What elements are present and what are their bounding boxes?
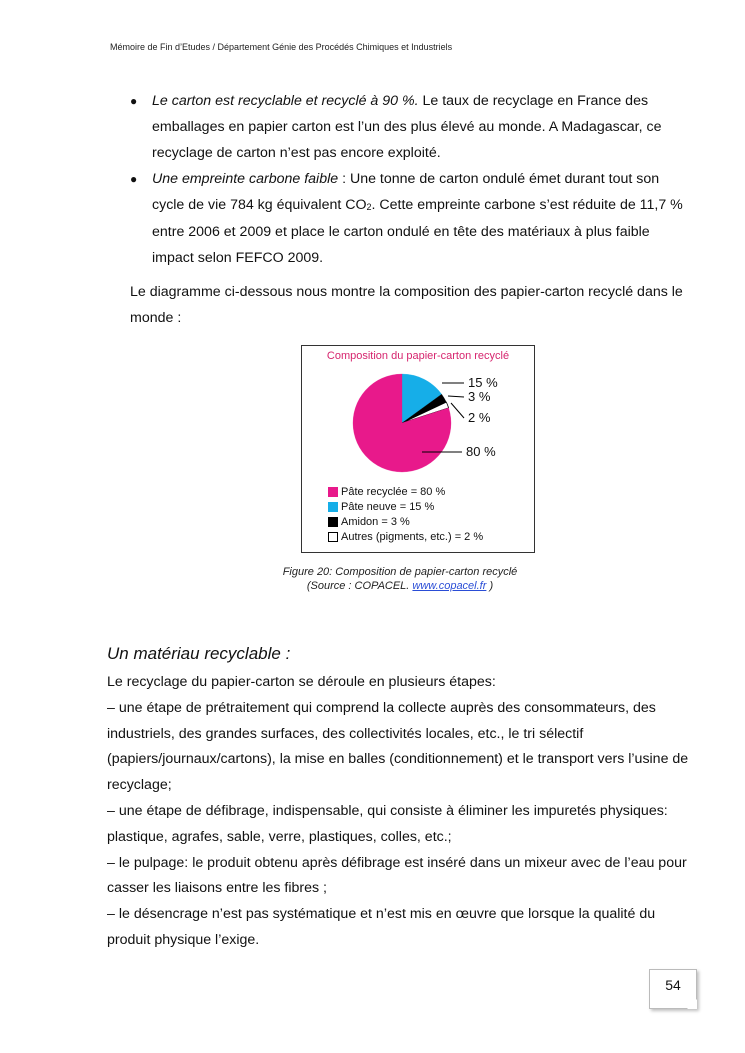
bullet-item — [130, 88, 690, 166]
page-curl-icon — [687, 999, 697, 1009]
bullet-dot-icon: ● — [130, 172, 138, 186]
bullet-item — [130, 166, 690, 271]
bullet-text-continued: . Cette empreinte carbone s’est réduite de 11,7 % entre 2006 et 2009 et place le carton ondulé en tête des matériaux à plus faible impact selon FEFCO 2009. — [152, 197, 683, 266]
data-label: 3 % — [468, 389, 491, 404]
bullet-text: Le taux de recyclage en France des emballages en papier carton est l’un des plus élevé au monde. A Madagascar, ce recyclage de carton n’est pas encore exploité. — [152, 93, 662, 161]
legend-label: Autres (pigments, etc.) = 2 % — [341, 530, 484, 543]
paragraph: – le désencrage n’est pas systématique et n’est mis en œuvre que lorsque la qualité du produit physique l’exige. — [107, 906, 656, 948]
section-heading: Un matériau recyclable : — [107, 644, 291, 663]
legend-swatch — [328, 487, 338, 497]
legend-label: Pâte recyclée = 80 % — [341, 485, 446, 498]
paragraph: Le recyclage du papier-carton se déroule en plusieurs étapes: — [107, 674, 496, 690]
legend-item — [328, 499, 483, 514]
page-number-box — [649, 969, 697, 1009]
data-label: 15 % — [468, 375, 498, 390]
co2-subscript: 2 — [366, 202, 372, 212]
bullet-emphasis: Le carton est recyclable et recyclé à 90 %. — [152, 93, 419, 109]
legend-item — [328, 529, 483, 544]
bullet-text: : Une tonne de carton ondulé émet durant tout son cycle de vie 784 kg équivalent CO — [152, 171, 660, 213]
legend-item — [328, 514, 483, 529]
section-body — [107, 670, 697, 954]
chart-title: Composition du papier-carton recyclé — [326, 350, 510, 362]
paragraph: – le pulpage: le produit obtenu après défibrage est inséré dans un mixeur avec de l’eau pour casser les liaisons entre les fibres ; — [107, 854, 687, 897]
chart-legend — [328, 484, 483, 544]
running-header: Mémoire de Fin d’Etudes / Département Génie des Procédés Chimiques et Industriels — [110, 42, 453, 52]
leader-line — [448, 396, 464, 397]
leader-line — [451, 403, 464, 418]
intro-paragraph: Le diagramme ci-dessous nous montre la composition des papier-carton recyclé dans le monde : — [130, 284, 683, 326]
pie-chart — [301, 345, 535, 553]
figure-caption: Figure 20: Composition de papier-carton recyclé — [282, 566, 518, 578]
bullet-dot-icon: ● — [130, 94, 138, 108]
paragraph: – une étape de défibrage, indispensable, qui consiste à éliminer les impuretés physiques: plastique, agrafes, sable, verre, plastiques, colles, etc.; — [107, 802, 668, 845]
legend-swatch — [328, 532, 338, 542]
bullet-emphasis: Une empreinte carbone faible — [152, 171, 339, 187]
legend-label: Pâte neuve = 15 % — [341, 500, 435, 513]
source-prefix: (Source : COPACEL. — [306, 580, 413, 592]
source-link[interactable]: www.copacel.fr — [412, 580, 487, 592]
bullet-list — [130, 88, 690, 271]
legend-swatch — [328, 502, 338, 512]
page-number: 54 — [665, 977, 681, 993]
legend-swatch — [328, 517, 338, 527]
source-suffix: ) — [486, 580, 494, 592]
paragraph: – une étape de prétraitement qui comprend la collecte auprès des consommateurs, des industriels, des grandes surfaces, des collectivités locales, etc., le tri sélectif (papiers/journaux/cartons), la mise en balles (conditionnement) et le transport vers l’usine de recyclage; — [107, 699, 689, 794]
data-label: 2 % — [468, 410, 491, 425]
figure-source — [160, 580, 640, 592]
legend-item — [328, 484, 483, 499]
legend-label: Amidon = 3 % — [341, 515, 410, 528]
data-label: 80 % — [466, 444, 496, 459]
